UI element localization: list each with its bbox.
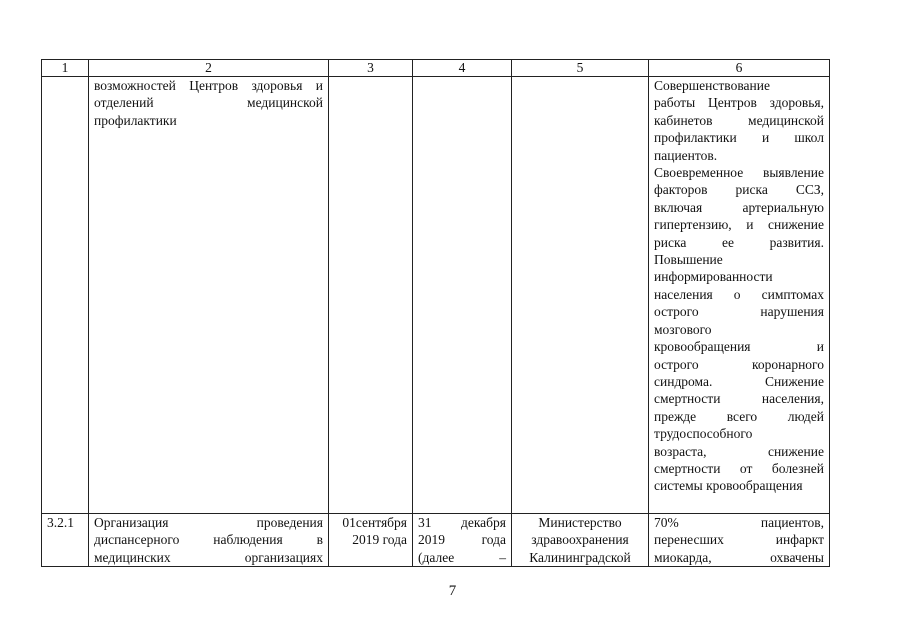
row2-start-line: 2019 года bbox=[352, 532, 407, 548]
header-cell-3: 3 bbox=[329, 60, 413, 77]
row1-result-line: факторов риска ССЗ, bbox=[654, 182, 824, 198]
row1-result-line: включая артериальную bbox=[654, 199, 824, 215]
row1-activity-cell bbox=[89, 77, 329, 514]
row1-result-line: работы Центров здоровья, bbox=[654, 95, 824, 111]
document-table bbox=[41, 59, 830, 567]
row2-responsible-line: Калининградской bbox=[529, 549, 631, 565]
row2-activity-line: диспансерного наблюдения в bbox=[94, 532, 323, 548]
row1-activity-line: профилактики bbox=[94, 112, 177, 128]
row2-start-cell bbox=[329, 514, 413, 567]
row1-start-cell bbox=[329, 77, 413, 514]
row1-result-line: возраста, снижение bbox=[654, 443, 824, 459]
row1-result-line: Совершенствование bbox=[654, 78, 770, 93]
row1-activity-line: отделений медицинской bbox=[94, 95, 323, 111]
row1-result-line: риска ее развития. bbox=[654, 234, 824, 250]
row1-result-line: смертности от болезней bbox=[654, 460, 824, 476]
row1-end-cell bbox=[413, 77, 512, 514]
row1-result-line: синдрома. Снижение bbox=[654, 373, 824, 389]
row2-result-line: миокарда, охвачены bbox=[654, 549, 824, 565]
row1-result-line: трудоспособного bbox=[654, 426, 753, 442]
table-row bbox=[42, 514, 830, 567]
row1-result-line: пациентов. bbox=[654, 147, 718, 163]
row2-end-line: (далее – bbox=[418, 549, 506, 565]
row1-result-line: информированности bbox=[654, 269, 773, 285]
table-header-row bbox=[42, 60, 830, 77]
header-cell-4: 4 bbox=[413, 60, 512, 77]
row1-result-line: острого коронарного bbox=[654, 356, 824, 372]
header-cell-6: 6 bbox=[649, 60, 830, 77]
row1-result-line: населения о симптомах bbox=[654, 286, 824, 302]
row1-result-line: прежде всего людей bbox=[654, 408, 824, 424]
row1-result-line: кабинетов медицинской bbox=[654, 112, 824, 128]
header-cell-2: 2 bbox=[89, 60, 329, 77]
row2-responsible-line: здравоохранения bbox=[531, 532, 629, 548]
row1-result-line: смертности населения, bbox=[654, 391, 824, 407]
row2-number-cell: 3.2.1 bbox=[42, 514, 89, 567]
row2-responsible-cell bbox=[512, 514, 649, 567]
row2-activity-line: медицинских организациях bbox=[94, 549, 323, 565]
row2-activity-cell bbox=[89, 514, 329, 567]
row2-end-line: 2019 года bbox=[418, 532, 506, 548]
row1-number-cell bbox=[42, 77, 89, 514]
row1-result-line: системы кровообращения bbox=[654, 478, 803, 494]
row1-result-line: профилактики и школ bbox=[654, 130, 824, 146]
row2-start-line: 01сентября bbox=[342, 515, 407, 530]
header-cell-1: 1 bbox=[42, 60, 89, 77]
row2-responsible-line: Министерство bbox=[538, 515, 622, 530]
row1-result-line: кровообращения и bbox=[654, 339, 824, 355]
row1-result-cell bbox=[649, 77, 830, 514]
page-number: 7 bbox=[448, 583, 457, 599]
row1-result-line: Повышение bbox=[654, 252, 723, 268]
header-cell-5: 5 bbox=[512, 60, 649, 77]
row1-result-line: мозгового bbox=[654, 321, 712, 337]
row2-result-line: 70% пациентов, bbox=[654, 515, 824, 530]
table-row bbox=[42, 77, 830, 514]
row1-result-line: острого нарушения bbox=[654, 304, 824, 320]
row1-activity-line: возможностей Центров здоровья и bbox=[94, 78, 323, 93]
row1-responsible-cell bbox=[512, 77, 649, 514]
row2-result-cell bbox=[649, 514, 830, 567]
row2-result-line: перенесших инфаркт bbox=[654, 532, 824, 548]
row2-end-cell bbox=[413, 514, 512, 567]
row1-result-line: Своевременное выявление bbox=[654, 165, 824, 181]
row2-activity-line: Организация проведения bbox=[94, 515, 323, 530]
row1-result-line: гипертензию, и снижение bbox=[654, 217, 824, 233]
row2-end-line: 31 декабря bbox=[418, 515, 506, 530]
